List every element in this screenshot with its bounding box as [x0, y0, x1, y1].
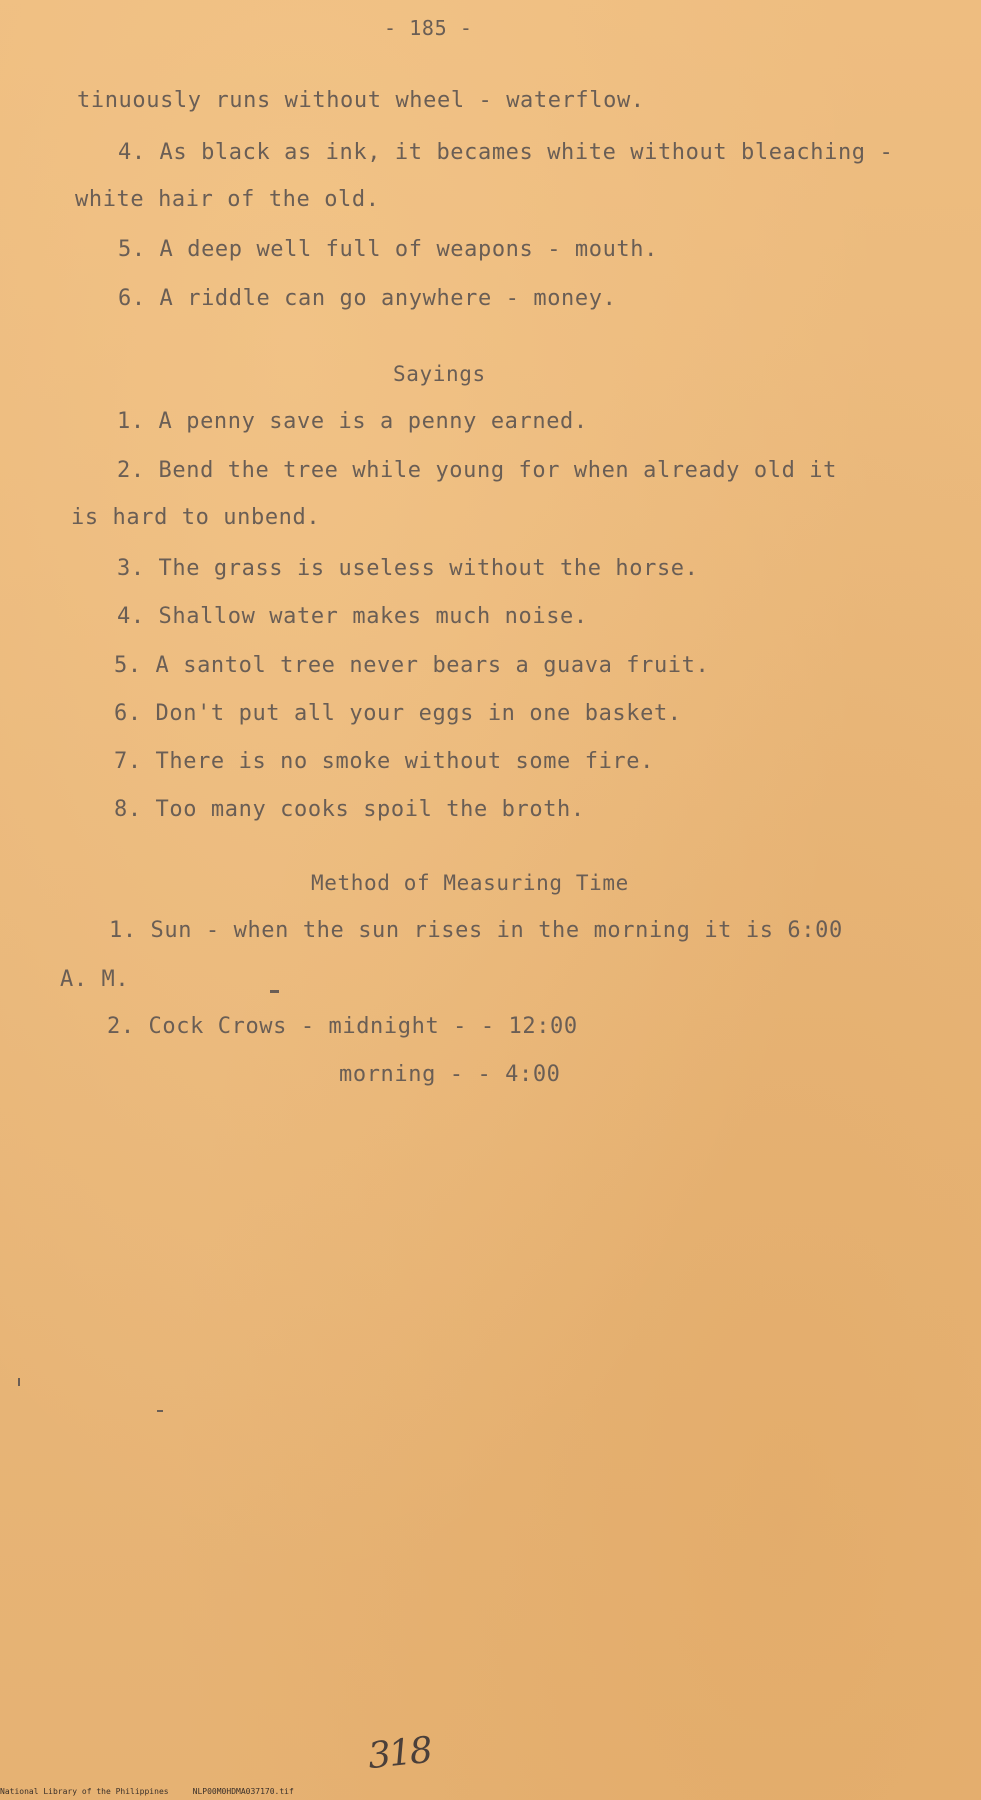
stray-mark: [18, 1378, 20, 1386]
stray-mark: [157, 1410, 163, 1412]
saying-line: 3. The grass is useless without the horse.: [117, 556, 699, 581]
saying-line: 4. Shallow water makes much noise.: [117, 604, 588, 629]
time-line: 1. Sun - when the sun rises in the morning it is 6:00: [109, 918, 843, 943]
time-heading: Method of Measuring Time: [311, 871, 629, 895]
riddle-line: 5. A deep well full of weapons - mouth.: [118, 237, 658, 262]
time-line: A. M.: [60, 967, 130, 992]
saying-line: 8. Too many cooks spoil the broth.: [114, 797, 585, 822]
riddle-line: 6. A riddle can go anywhere - money.: [118, 286, 617, 311]
saying-line: 6. Don't put all your eggs in one basket.: [114, 701, 682, 726]
saying-line: is hard to unbend.: [71, 505, 321, 530]
saying-line: 7. There is no smoke without some fire.: [114, 749, 654, 774]
riddle-line: white hair of the old.: [75, 187, 380, 212]
saying-line: 2. Bend the tree while young for when already old it: [117, 458, 837, 483]
archive-footer: National Library of the Philippines NLP00M0HDMA037170.tif: [0, 1787, 294, 1796]
handwritten-number: 318: [366, 1729, 433, 1778]
time-line: morning - - 4:00: [339, 1062, 561, 1087]
sayings-heading: Sayings: [393, 362, 486, 386]
riddle-line: tinuously runs without wheel - waterflow.: [77, 88, 645, 113]
page-number: - 185 -: [384, 16, 473, 40]
time-line: 2. Cock Crows - midnight - - 12:00: [107, 1014, 578, 1039]
stray-mark: [270, 990, 279, 993]
riddle-line: 4. As black as ink, it becames white without bleaching -: [118, 140, 894, 165]
saying-line: 5. A santol tree never bears a guava fruit.: [114, 653, 710, 678]
saying-line: 1. A penny save is a penny earned.: [117, 409, 588, 434]
